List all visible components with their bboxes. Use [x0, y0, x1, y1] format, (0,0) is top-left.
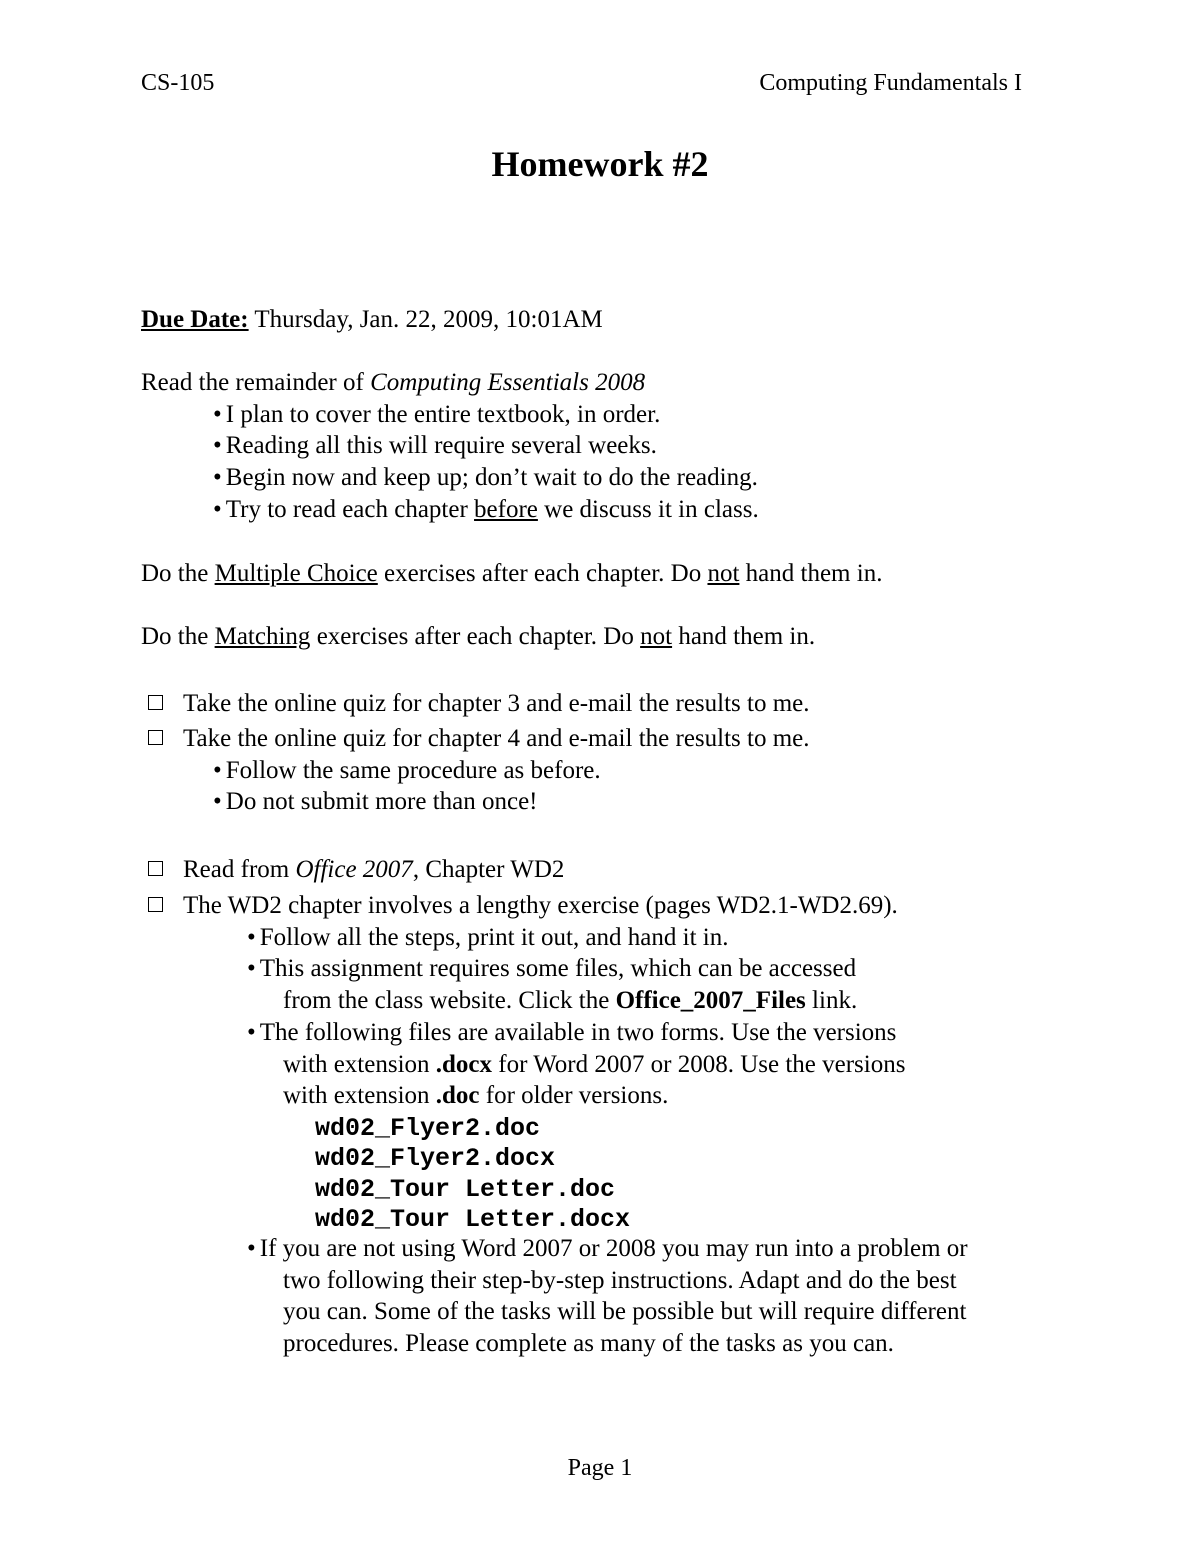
text: with extension	[283, 1051, 436, 1078]
reading-bullet-text: I plan to cover the entire textbook, in order.	[225, 401, 661, 428]
bullet-icon: •	[213, 788, 222, 815]
docx-extension: .docx	[435, 1051, 493, 1078]
bullet-icon: •	[213, 464, 222, 491]
reading-bullet-1	[213, 400, 660, 430]
due-date-label: Due Date:	[141, 306, 249, 333]
reading-bullet-3	[213, 463, 758, 493]
office-read-item	[148, 855, 564, 885]
office-bullet-3	[247, 1018, 896, 1048]
office-bullet-text: This assignment requires some files, which can be accessed	[259, 955, 857, 982]
not-emphasis: not	[707, 560, 740, 587]
page-number: Page 1	[567, 1455, 633, 1481]
reading-bullet-text: Begin now and keep up; don’t wait to do the reading.	[225, 464, 758, 491]
office-bullet-4-cont: procedures. Please complete as many of the tasks as you can.	[283, 1330, 894, 1357]
multiple-choice-line	[141, 559, 882, 589]
text: Do the	[141, 560, 215, 587]
file-name: wd02_Tour Letter.docx	[315, 1205, 631, 1234]
reading-intro	[141, 368, 645, 398]
reading-bullet-text: Try to read each chapter	[225, 496, 475, 523]
text: link.	[805, 987, 858, 1014]
bullet-icon: •	[213, 432, 222, 459]
office-bullet-3-cont-1	[283, 1050, 905, 1080]
text: , Chapter WD2	[412, 856, 565, 883]
reading-intro-text: Read the remainder of	[141, 369, 371, 396]
reading-bullet-2	[213, 431, 657, 461]
bullet-icon: •	[213, 496, 222, 523]
office-bullet-4-cont: two following their step-by-step instructions. Adapt and do the best	[283, 1267, 957, 1294]
text: from the class website. Click the	[283, 987, 616, 1014]
wd2-chapter-item	[148, 891, 898, 921]
emphasis-before: before	[474, 496, 538, 523]
matching-line	[141, 622, 815, 652]
bullet-icon: •	[213, 401, 222, 428]
bullet-icon: •	[247, 1235, 256, 1262]
text: Read from	[183, 856, 296, 883]
checkbox-icon	[148, 730, 163, 745]
multiple-choice-emphasis: Multiple Choice	[214, 560, 378, 587]
bullet-icon: •	[247, 1019, 256, 1046]
course-code: CS-105	[141, 70, 215, 96]
text: hand them in.	[672, 623, 816, 650]
office-files-link-name: Office_2007_Files	[615, 987, 806, 1014]
quiz-chapter-3-item	[148, 689, 810, 719]
bullet-icon: •	[213, 757, 222, 784]
text: exercises after each chapter. Do	[377, 560, 708, 587]
doc-extension: .doc	[435, 1082, 480, 1109]
office-book-title: Office 2007	[295, 856, 413, 883]
not-emphasis: not	[640, 623, 673, 650]
office-bullet-4	[247, 1234, 968, 1264]
text: Do the	[141, 623, 215, 650]
office-bullet-1	[247, 923, 728, 953]
reading-bullet-text: Reading all this will require several weeks.	[225, 432, 657, 459]
text: hand them in.	[739, 560, 883, 587]
text: for Word 2007 or 2008. Use the versions	[492, 1051, 906, 1078]
bullet-icon: •	[247, 955, 256, 982]
quiz-bullet-text: Follow the same procedure as before.	[225, 757, 601, 784]
quiz-chapter-4-text: Take the online quiz for chapter 4 and e-mail the results to me.	[183, 725, 810, 752]
office-bullet-3-cont-2	[283, 1081, 668, 1111]
office-bullet-text: Follow all the steps, print it out, and hand it in.	[259, 924, 729, 951]
office-bullet-text: If you are not using Word 2007 or 2008 you may run into a problem or	[259, 1235, 968, 1262]
reading-bullet-text: we discuss it in class.	[537, 496, 759, 523]
matching-emphasis: Matching	[214, 623, 311, 650]
file-name: wd02_Tour Letter.doc	[315, 1175, 616, 1204]
due-date-line	[141, 305, 603, 335]
quiz-chapter-4-item	[148, 724, 810, 754]
quiz-bullet-2	[213, 787, 538, 817]
quiz-chapter-3-text: Take the online quiz for chapter 3 and e-mail the results to me.	[183, 690, 810, 717]
quiz-bullet-text: Do not submit more than once!	[225, 788, 538, 815]
bullet-icon: •	[247, 924, 256, 951]
text: with extension	[283, 1082, 436, 1109]
wd2-chapter-text: The WD2 chapter involves a lengthy exercise (pages WD2.1-WD2.69).	[183, 892, 898, 919]
due-date-value: Thursday, Jan. 22, 2009, 10:01AM	[248, 306, 603, 333]
course-name: Computing Fundamentals I	[759, 70, 1022, 96]
office-bullet-2	[247, 954, 856, 984]
checkbox-icon	[148, 695, 163, 710]
text: for older versions.	[479, 1082, 669, 1109]
text: exercises after each chapter. Do	[310, 623, 641, 650]
textbook-title: Computing Essentials 2008	[370, 369, 646, 396]
checkbox-icon	[148, 897, 163, 912]
file-name: wd02_Flyer2.docx	[315, 1144, 556, 1173]
page-title: Homework #2	[491, 144, 709, 184]
reading-bullet-4	[213, 495, 759, 525]
file-name: wd02_Flyer2.doc	[315, 1114, 541, 1143]
checkbox-icon	[148, 861, 163, 876]
office-bullet-4-cont: you can. Some of the tasks will be possible but will require different	[283, 1298, 967, 1325]
office-bullet-text: The following files are available in two forms. Use the versions	[259, 1019, 897, 1046]
office-bullet-2-cont	[283, 986, 857, 1016]
quiz-bullet-1	[213, 756, 601, 786]
